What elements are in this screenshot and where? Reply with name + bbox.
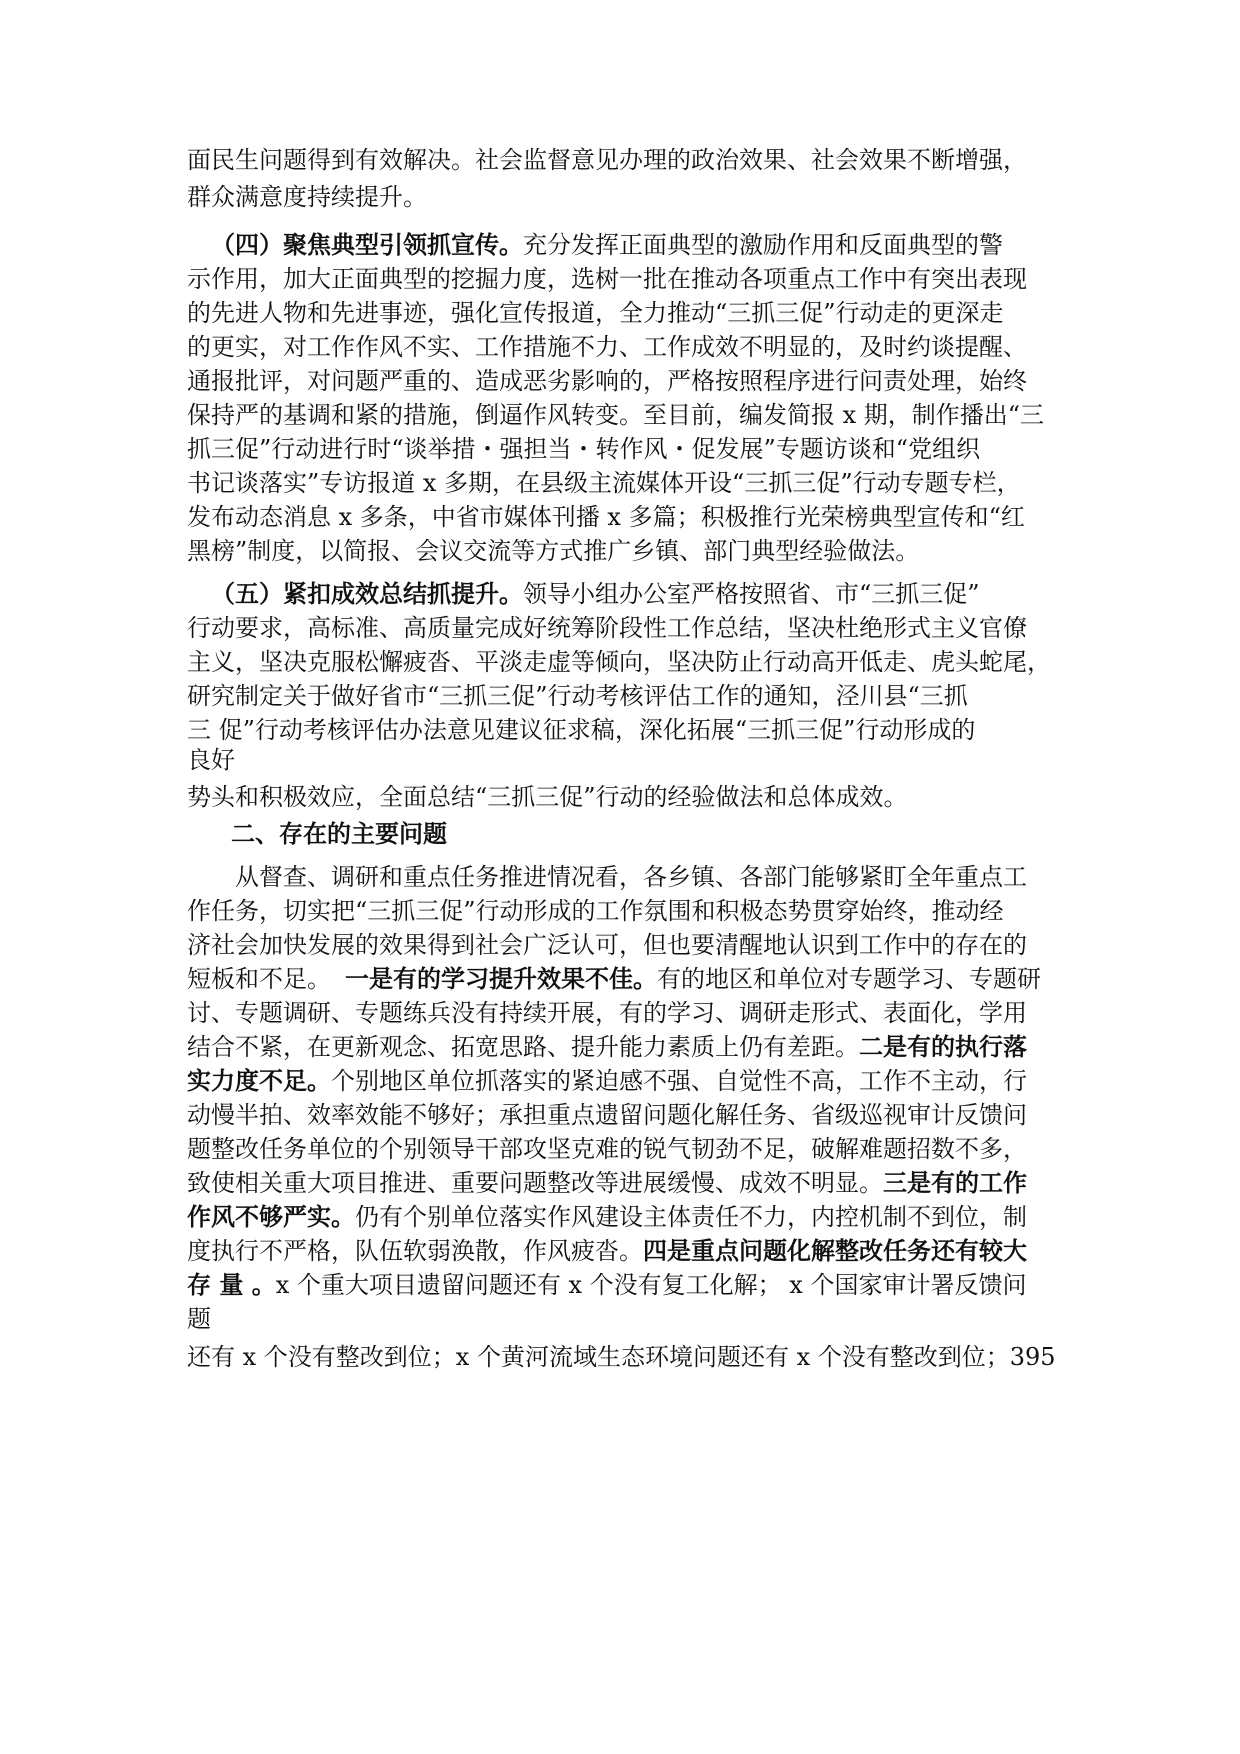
text-line: 主义，坚决克服松懈疲沓、平淡走虚等倾向，坚决防止行动高开低走、虎头蛇尾， (187, 648, 1051, 676)
text-line: 书记谈落实”专访报道 x 多期，在县级主流媒体开设“三抓三促”行动专题专栏， (187, 469, 1021, 497)
text-line: 良好 (187, 746, 235, 774)
text-line: 黑榜”制度，以简报、会议交流等方式推广乡镇、部门典型经验做法。 (187, 537, 920, 565)
text-line: 作任务，切实把“三抓三促”行动形成的工作氛围和积极态势贯穿始终，推动经 (187, 897, 1004, 925)
problem-one-heading: 一是有的学习提升效果不佳。 (345, 964, 657, 993)
text-line: 的先进人物和先进事迹，强化宣传报道，全力推动“三抓三促”行动走的更深走 (187, 299, 1004, 327)
text-line: 题 (187, 1305, 211, 1333)
problems-line: 作风不够严实。仍有个别单位落实作风建设主体责任不力，内控机制不到位，制 (187, 1202, 1027, 1231)
text-line: 从督查、调研和重点任务推进情况看，各乡镇、各部门能够紧盯全年重点工 (235, 863, 1027, 891)
problem-three-heading: 三是有的工作 (883, 1168, 1027, 1197)
section-heading-problems: 二、存在的主要问题 (231, 819, 447, 848)
text-line: 的更实，对工作作风不实、工作措施不力、工作成效不明显的，及时约谈提醒、 (187, 333, 1027, 361)
text-line: 群众满意度持续提升。 (187, 183, 427, 211)
section-heading-five: （五）紧扣成效总结抓提升。 (211, 579, 523, 608)
problem-two-heading: 二是有的执行落 (859, 1032, 1027, 1061)
problems-line: 结合不紧，在更新观念、拓宽思路、提升能力素质上仍有差距。二是有的执行落 (187, 1032, 1027, 1061)
problems-line: 实力度不足。个别地区单位抓落实的紧迫感不强、自觉性不高，工作不主动，行 (187, 1066, 1027, 1095)
problems-line: 致使相关重大项目推进、重要问题整改等进展缓慢、成效不明显。三是有的工作 (187, 1168, 1027, 1197)
text-line: 势头和积极效应，全面总结“三抓三促”行动的经验做法和总体成效。 (187, 783, 908, 811)
problems-line: 存 量 。x 个重大项目遗留问题还有 x 个没有复工化解； x 个国家审计署反馈问 (187, 1270, 1027, 1299)
problem-four-heading: 四是重点问题化解整改任务还有较大 (643, 1236, 1027, 1265)
text-line: 抓三促”行动进行时“谈举措・强担当・转作风・促发展”专题访谈和“党组织 (187, 435, 981, 463)
text-line: 发布动态消息 x 多条，中省市媒体刊播 x 多篇；积极推行光荣榜典型宣传和“红 (187, 503, 1025, 531)
text-line: 行动要求，高标准、高质量完成好统筹阶段性工作总结，坚决杜绝形式主义官僚 (187, 614, 1027, 642)
text-line: 讨、专题调研、专题练兵没有持续开展，有的学习、调研走形式、表面化，学用 (187, 999, 1027, 1027)
section-five-line: （五）紧扣成效总结抓提升。领导小组办公室严格按照省、市“三抓三促” (211, 579, 980, 608)
text-line: 济社会加快发展的效果得到社会广泛认可，但也要清醒地认识到工作中的存在的 (187, 931, 1027, 959)
text-line: 题整改任务单位的个别领导干部攻坚克难的锐气韧劲不足，破解难题招数不多， (187, 1135, 1027, 1163)
section-four-line: （四）聚焦典型引领抓宣传。充分发挥正面典型的激励作用和反面典型的警 (211, 230, 1003, 259)
text-line: 三 促”行动考核评估办法意见建议征求稿，深化拓展“三抓三促”行动形成的 (187, 716, 976, 744)
section-heading-four: （四）聚焦典型引领抓宣传。 (211, 230, 523, 259)
text-line: 动慢半拍、效率效能不够好；承担重点遗留问题化解任务、省级巡视审计反馈问 (187, 1101, 1027, 1129)
problems-line: 短板和不足。 一是有的学习提升效果不佳。有的地区和单位对专题学习、专题研 (187, 964, 1041, 993)
text-line: 还有 x 个没有整改到位；x 个黄河流域生态环境问题还有 x 个没有整改到位；395 (187, 1343, 1056, 1371)
text-line: 面民生问题得到有效解决。社会监督意见办理的政治效果、社会效果不断增强， (187, 146, 1027, 174)
text-line: 研究制定关于做好省市“三抓三促”行动考核评估工作的通知，泾川县“三抓 (187, 682, 968, 710)
problems-line: 度执行不严格，队伍软弱涣散，作风疲沓。四是重点问题化解整改任务还有较大 (187, 1236, 1027, 1265)
text-line: 通报批评，对问题严重的、造成恶劣影响的，严格按照程序进行问责处理，始终 (187, 367, 1027, 395)
text-line: 保持严的基调和紧的措施，倒逼作风转变。至目前，编发简报 x 期，制作播出“三 (187, 401, 1045, 429)
text-line: 示作用，加大正面典型的挖掘力度，选树一批在推动各项重点工作中有突出表现 (187, 265, 1027, 293)
